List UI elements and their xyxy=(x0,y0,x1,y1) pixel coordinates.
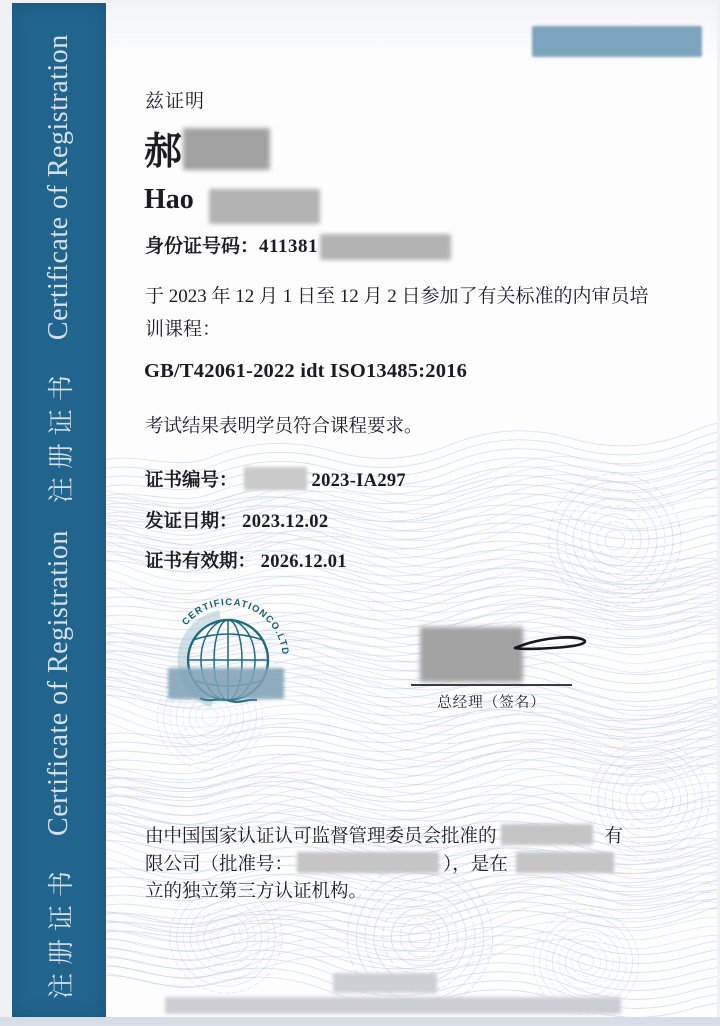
cert-number-redaction xyxy=(244,467,307,490)
id-number-label: 身份证号码： xyxy=(145,236,260,257)
footer-contact-redaction-1 xyxy=(333,973,437,993)
signature-pen-stroke xyxy=(513,632,591,658)
signature-caption: 总经理（签名） xyxy=(437,695,546,711)
id-number-row xyxy=(145,231,318,258)
standard-title: GB/T42061-2022 idt ISO13485:2016 xyxy=(144,360,468,382)
id-number-prefix: 411381 xyxy=(259,236,318,257)
signature-line xyxy=(411,684,572,686)
accreditation-line-2-mid: ），是在 xyxy=(443,854,508,875)
name-cn-redaction xyxy=(183,128,270,170)
name-en-redaction xyxy=(209,189,320,224)
valid-until-label: 证书有效期： xyxy=(145,552,257,572)
seal-name-redaction xyxy=(168,668,284,699)
location-redaction xyxy=(516,852,614,873)
accreditation-line-1-text: 由中国国家认证认可监督管理委员会批准的 xyxy=(145,827,497,847)
course-paragraph xyxy=(145,280,665,346)
band-label-en: Certificate of Registration xyxy=(43,34,74,341)
certifier-globe-seal xyxy=(160,594,296,730)
seal-arc-text: CERTIFICATIONCO.LTD xyxy=(180,597,291,657)
issue-date-value: 2023.12.02 xyxy=(242,512,329,532)
valid-until-value: 2026.12.01 xyxy=(260,552,347,572)
signature-redaction xyxy=(420,627,523,682)
accreditation-paragraph xyxy=(145,824,645,907)
top-right-redaction xyxy=(532,26,702,57)
valid-until-row xyxy=(145,547,347,573)
accreditation-line-2-prefix: 限公司（批准号： xyxy=(145,854,294,875)
approval-number-redaction xyxy=(297,852,439,873)
band-label-cn: 注册证书 xyxy=(46,367,76,504)
holder-name-cn: 郝 xyxy=(144,129,183,173)
course-line-2: 训课程： xyxy=(145,319,222,340)
cert-number-value: 2023-IA297 xyxy=(311,471,406,491)
accreditation-line-2 xyxy=(145,852,645,880)
exam-result-text: 考试结果表明学员符合课程要求。 xyxy=(145,417,423,437)
holder-name-en: Hao xyxy=(144,184,194,215)
cert-number-label: 证书编号： xyxy=(145,471,238,491)
scan-bottom-margin xyxy=(0,1017,720,1026)
accreditation-line-1 xyxy=(145,824,645,852)
band-label-en: Certificate of Registration xyxy=(43,530,74,836)
accreditation-line-1-suffix: 有 xyxy=(604,827,624,847)
band-label-cn: 注册证书 xyxy=(46,862,76,999)
side-band-rotated-text xyxy=(12,3,106,1017)
company-name-redaction xyxy=(501,824,593,845)
footer-contact-redaction-2 xyxy=(165,997,621,1014)
issue-date-label: 发证日期： xyxy=(145,512,238,532)
cert-number-row xyxy=(145,466,406,492)
course-line-1: 于 2023 年 12 月 1 日至 12 月 2 日参加了有关标准的内审员培 xyxy=(145,286,649,307)
issue-date-row xyxy=(145,507,328,533)
accreditation-line-3: 立的独立第三方认证机构。 xyxy=(145,882,368,902)
intro-text: 兹证明 xyxy=(145,91,206,112)
id-number-redaction xyxy=(320,234,451,260)
